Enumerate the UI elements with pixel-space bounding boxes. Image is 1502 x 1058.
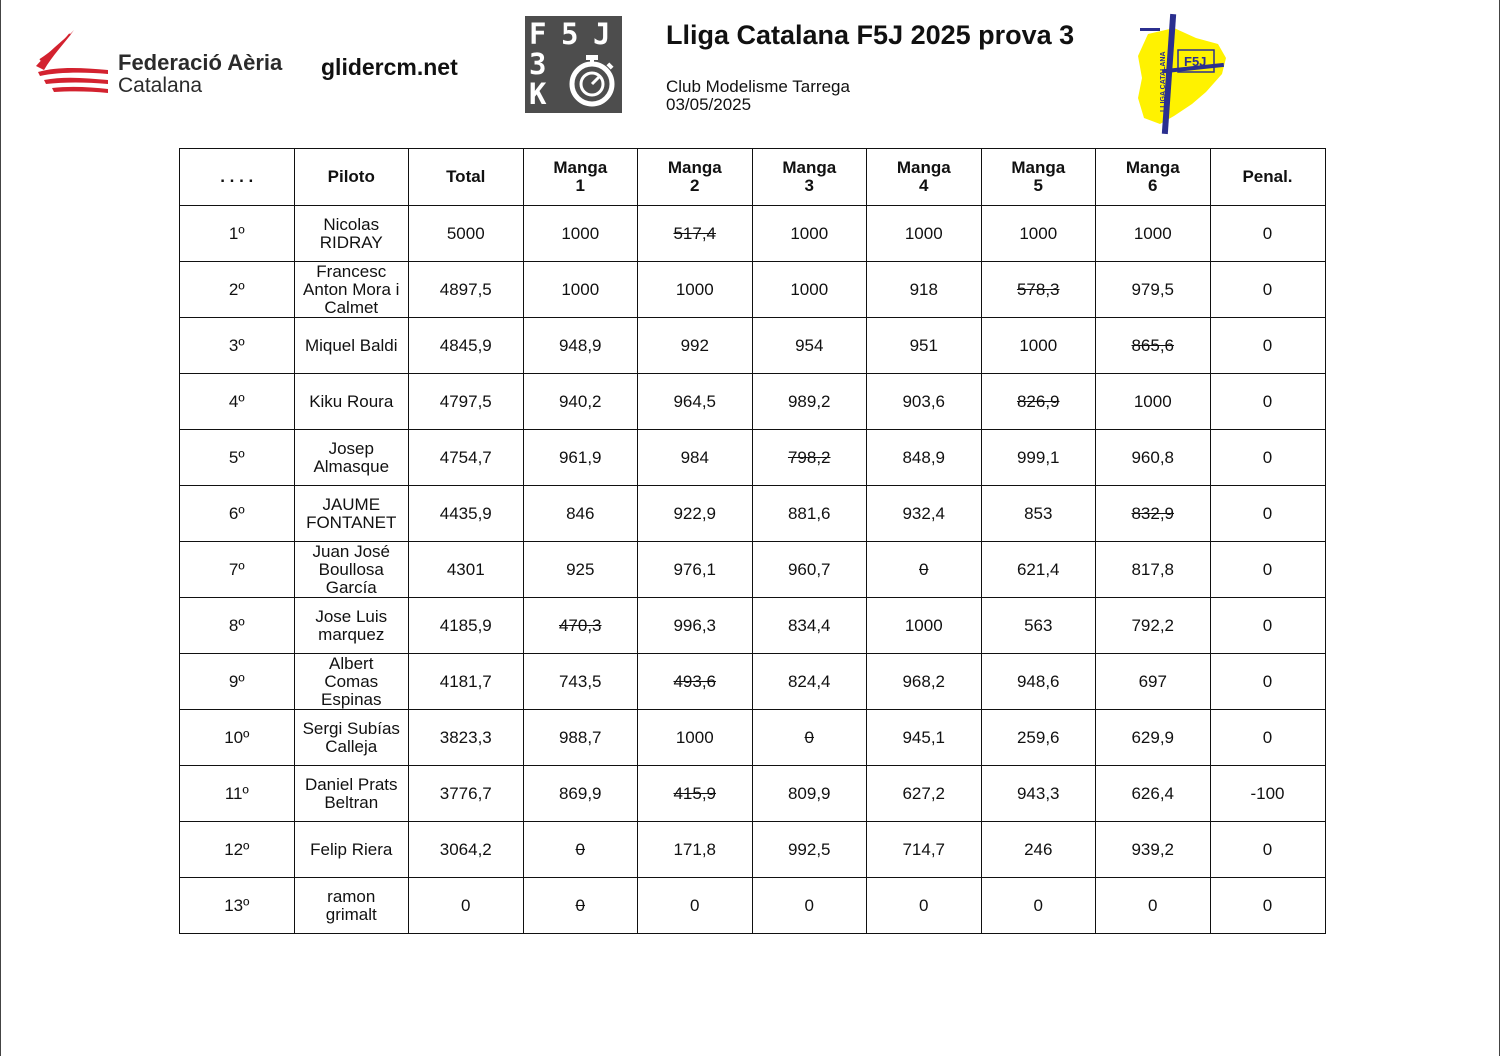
round-score-cell (981, 598, 1096, 654)
round-score-cell (752, 542, 867, 598)
pilot-cell (294, 598, 409, 654)
round-score-cell (981, 206, 1096, 262)
round-score: 939,2 (1131, 839, 1175, 859)
penalty-cell: 0 (1210, 822, 1325, 878)
round-score-cell (752, 486, 867, 542)
round-score: 976,1 (673, 559, 717, 579)
page-title: Lliga Catalana F5J 2025 prova 3 (666, 20, 1075, 50)
round-score: 809,9 (787, 783, 831, 803)
round-score-cell (638, 430, 753, 486)
pilot-name-line: grimalt (325, 904, 377, 924)
total-cell: 0 (409, 878, 524, 934)
event-date: 03/05/2025 (666, 95, 752, 114)
column-header (180, 149, 295, 206)
table-row (180, 318, 1326, 374)
pilot-name-line: Jose Luis (315, 606, 388, 626)
pilot-name-line: García (325, 577, 377, 597)
round-score: 627,2 (902, 783, 946, 803)
round-score: 943,3 (1016, 783, 1060, 803)
discarded-score: 826,9 (1016, 391, 1060, 411)
club-name: Club Modelisme Tarrega (666, 77, 850, 96)
round-score-cell (1096, 710, 1211, 766)
round-score: 1000 (1133, 391, 1172, 411)
round-score: 951 (909, 335, 938, 355)
round-score-cell (523, 206, 638, 262)
round-score-cell (752, 262, 867, 318)
column-header (867, 149, 982, 206)
lliga-catalana-logo (1134, 8, 1230, 138)
round-score-cell (867, 654, 982, 710)
round-score-cell (523, 822, 638, 878)
round-score-cell (638, 822, 753, 878)
round-score-cell (638, 654, 753, 710)
table-body (180, 206, 1326, 934)
round-score-cell (1096, 318, 1211, 374)
round-score: 992 (680, 335, 709, 355)
round-score: 992,5 (787, 839, 831, 859)
round-score-cell (981, 654, 1096, 710)
position-cell: 2º (180, 262, 295, 318)
round-score-cell (867, 486, 982, 542)
round-score: 961,9 (558, 447, 602, 467)
round-score: 792,2 (1131, 615, 1175, 635)
round-score-cell (752, 430, 867, 486)
round-score: 1000 (561, 223, 600, 243)
penalty-cell: 0 (1210, 486, 1325, 542)
table-row (180, 710, 1326, 766)
column-header-number: 5 (1033, 176, 1043, 195)
round-score: 869,9 (558, 783, 602, 803)
round-score: 743,5 (558, 671, 602, 691)
round-score-cell (867, 318, 982, 374)
position-cell: 9º (180, 654, 295, 710)
pilot-cell (294, 318, 409, 374)
penalty-cell: 0 (1210, 430, 1325, 486)
column-header (752, 149, 867, 206)
column-header-number: 2 (690, 176, 700, 195)
round-score-cell (1096, 822, 1211, 878)
round-score: 932,4 (902, 503, 946, 523)
total-cell: 3823,3 (409, 710, 524, 766)
discarded-score: 493,6 (673, 671, 717, 691)
total-cell: 4845,9 (409, 318, 524, 374)
penalty-cell: 0 (1210, 374, 1325, 430)
pilot-name-line: JAUME (322, 494, 381, 514)
round-score-cell (867, 822, 982, 878)
round-score-cell (981, 878, 1096, 934)
round-score-cell (523, 710, 638, 766)
pilot-cell (294, 766, 409, 822)
round-score: 1000 (675, 727, 714, 747)
penalty-cell: 0 (1210, 710, 1325, 766)
round-score-cell (523, 430, 638, 486)
table-row (180, 598, 1326, 654)
position-cell: 13º (180, 878, 295, 934)
pilot-name-line: Nicolas (323, 214, 380, 234)
federation-name-line1: Federació Aèria (118, 50, 283, 75)
pilot-cell (294, 430, 409, 486)
round-score: 629,9 (1131, 727, 1175, 747)
round-score-cell (867, 542, 982, 598)
round-score-cell (523, 262, 638, 318)
round-score-cell (981, 822, 1096, 878)
round-score-cell (638, 710, 753, 766)
round-score-cell (1096, 262, 1211, 318)
column-header-label: Manga (896, 158, 951, 177)
round-score-cell (638, 486, 753, 542)
table-row (180, 206, 1326, 262)
round-score: 824,4 (787, 671, 831, 691)
table-row (180, 822, 1326, 878)
pilot-cell (294, 710, 409, 766)
pilot-cell (294, 878, 409, 934)
column-header-label: Manga (1011, 158, 1066, 177)
round-score: 984 (680, 447, 709, 467)
round-score-cell (638, 766, 753, 822)
total-cell: 4435,9 (409, 486, 524, 542)
position-cell: 12º (180, 822, 295, 878)
round-score-cell (523, 318, 638, 374)
total-cell: 4185,9 (409, 598, 524, 654)
table-row (180, 430, 1326, 486)
pilot-name-line: FONTANET (306, 512, 397, 532)
round-score: 979,5 (1131, 279, 1175, 299)
total-cell: 4301 (409, 542, 524, 598)
column-header (638, 149, 753, 206)
stopwatch-icon (565, 54, 619, 108)
table-row (180, 262, 1326, 318)
table-header-row (180, 149, 1326, 206)
round-score: 853 (1024, 503, 1053, 523)
round-score: 1000 (1133, 223, 1172, 243)
round-score: 0 (804, 895, 814, 915)
column-header-number: 3 (804, 176, 814, 195)
column-header-label: Manga (1125, 158, 1180, 177)
round-score: 621,4 (1016, 559, 1060, 579)
round-score-cell (752, 598, 867, 654)
round-score-cell (638, 542, 753, 598)
pilot-cell (294, 206, 409, 262)
pilot-name-line: Boullosa (318, 559, 384, 579)
pilot-name-line: Anton Mora i (303, 279, 400, 299)
round-score: 918 (909, 279, 938, 299)
round-score-cell (523, 374, 638, 430)
column-header-label: Total (446, 167, 486, 186)
table-row (180, 542, 1326, 598)
pilot-name-line: marquez (318, 624, 385, 644)
round-score-cell (981, 262, 1096, 318)
total-cell: 4797,5 (409, 374, 524, 430)
column-header (294, 149, 409, 206)
catalonia-glider-icon (1134, 8, 1230, 138)
round-score: 697 (1138, 671, 1167, 691)
round-score-cell (638, 878, 753, 934)
discarded-score: 415,9 (673, 783, 717, 803)
round-score-cell (523, 878, 638, 934)
table-row (180, 766, 1326, 822)
round-score: 1000 (561, 279, 600, 299)
round-score: 903,6 (902, 391, 946, 411)
discarded-score: 865,6 (1131, 335, 1175, 355)
penalty-cell: 0 (1210, 318, 1325, 374)
federation-name-line2: Catalana (118, 74, 203, 97)
round-score-cell (867, 374, 982, 430)
pilot-name-line: Espinas (321, 689, 382, 709)
discarded-score: 832,9 (1131, 503, 1175, 523)
round-score-cell (1096, 766, 1211, 822)
pilot-cell (294, 262, 409, 318)
column-header (1210, 149, 1325, 206)
round-score: 1000 (675, 279, 714, 299)
round-score-cell (523, 598, 638, 654)
round-score-cell (1096, 430, 1211, 486)
discarded-score: 470,3 (558, 615, 602, 635)
discarded-score: 517,4 (673, 223, 717, 243)
table-row (180, 878, 1326, 934)
federation-swoosh-icon (34, 26, 114, 98)
round-score: 714,7 (902, 839, 946, 859)
round-score: 626,4 (1131, 783, 1175, 803)
round-score: 945,1 (902, 727, 946, 747)
round-score: 989,2 (787, 391, 831, 411)
position-cell: 11º (180, 766, 295, 822)
pilot-name-line: Francesc (316, 261, 387, 281)
round-score-cell (867, 710, 982, 766)
round-score: 954 (795, 335, 824, 355)
table-row (180, 374, 1326, 430)
penalty-cell: 0 (1210, 654, 1325, 710)
round-score-cell (1096, 374, 1211, 430)
discarded-score: 0 (804, 727, 814, 747)
round-score-cell (981, 486, 1096, 542)
pilot-name-line: Beltran (324, 792, 379, 812)
round-score-cell (752, 654, 867, 710)
round-score-cell (638, 374, 753, 430)
round-score-cell (867, 766, 982, 822)
pilot-name-line: Calmet (324, 297, 379, 317)
pilot-name-line: Miquel Baldi (304, 335, 398, 355)
penalty-cell: 0 (1210, 598, 1325, 654)
column-header-label: Manga (782, 158, 837, 177)
round-score: 1000 (790, 279, 829, 299)
round-score: 968,2 (902, 671, 946, 691)
position-cell: 3º (180, 318, 295, 374)
position-cell: 7º (180, 542, 295, 598)
round-score: 988,7 (558, 727, 602, 747)
round-score-cell (752, 822, 867, 878)
position-cell: 4º (180, 374, 295, 430)
column-header (409, 149, 524, 206)
round-score-cell (1096, 486, 1211, 542)
column-header-number: 1 (575, 176, 585, 195)
discarded-score: 798,2 (787, 447, 831, 467)
round-score: 996,3 (673, 615, 717, 635)
round-score: 259,6 (1016, 727, 1060, 747)
round-score-cell (752, 710, 867, 766)
round-score-cell (867, 598, 982, 654)
penalty-cell: 0 (1210, 262, 1325, 318)
discarded-score: 0 (919, 559, 929, 579)
penalty-cell: 0 (1210, 206, 1325, 262)
pilot-name-line: ramon (327, 886, 376, 906)
discarded-score: 0 (575, 895, 585, 915)
pilot-name-line: Sergi Subías (302, 718, 400, 738)
round-score: 817,8 (1131, 559, 1175, 579)
column-header-label: Penal. (1242, 167, 1293, 186)
total-cell: 3064,2 (409, 822, 524, 878)
round-score-cell (1096, 542, 1211, 598)
round-score: 0 (690, 895, 700, 915)
logo-letter-3: 3 (529, 47, 547, 81)
round-score: 1000 (1019, 335, 1058, 355)
lliga-logo-text: F5J (1184, 54, 1207, 69)
round-score: 834,4 (787, 615, 831, 635)
round-score: 940,2 (558, 391, 602, 411)
round-score: 999,1 (1016, 447, 1060, 467)
column-header-label: . . . . (220, 167, 254, 186)
logo-letter-5: 5 (561, 17, 579, 51)
pilot-name-line: Josep (328, 438, 374, 458)
round-score: 0 (1148, 895, 1158, 915)
penalty-cell: 0 (1210, 542, 1325, 598)
round-score: 960,8 (1131, 447, 1175, 467)
round-score-cell (1096, 206, 1211, 262)
round-score: 171,8 (673, 839, 717, 859)
round-score-cell (638, 262, 753, 318)
pilot-name-line: Felip Riera (310, 839, 393, 859)
table-row (180, 654, 1326, 710)
total-cell: 4181,7 (409, 654, 524, 710)
pilot-name-line: Calleja (325, 736, 378, 756)
position-cell: 5º (180, 430, 295, 486)
logo-letter-k: K (529, 77, 547, 111)
pilot-cell (294, 822, 409, 878)
penalty-cell: -100 (1210, 766, 1325, 822)
lliga-logo-side-text: LLIGA CATALANA (1160, 51, 1167, 112)
column-header-label: Manga (553, 158, 608, 177)
f5j-f3k-logo (525, 16, 622, 113)
round-score: 1000 (904, 615, 943, 635)
round-score-cell (867, 262, 982, 318)
column-header-label: Manga (667, 158, 722, 177)
round-score-cell (752, 206, 867, 262)
round-score: 925 (566, 559, 595, 579)
round-score-cell (752, 878, 867, 934)
position-cell: 8º (180, 598, 295, 654)
round-score-cell (981, 374, 1096, 430)
round-score-cell (638, 318, 753, 374)
column-header (523, 149, 638, 206)
round-score: 848,9 (902, 447, 946, 467)
position-cell: 1º (180, 206, 295, 262)
round-score: 948,6 (1016, 671, 1060, 691)
round-score: 960,7 (787, 559, 831, 579)
total-cell: 5000 (409, 206, 524, 262)
pilot-cell (294, 374, 409, 430)
penalty-cell: 0 (1210, 878, 1325, 934)
round-score-cell (981, 710, 1096, 766)
round-score: 964,5 (673, 391, 717, 411)
pilot-name-line: Almasque (313, 456, 390, 476)
discarded-score: 578,3 (1016, 279, 1060, 299)
round-score: 1000 (790, 223, 829, 243)
total-cell: 4754,7 (409, 430, 524, 486)
round-score-cell (752, 318, 867, 374)
round-score: 1000 (1019, 223, 1058, 243)
position-cell: 10º (180, 710, 295, 766)
total-cell: 3776,7 (409, 766, 524, 822)
column-header-label: Piloto (327, 167, 375, 186)
column-header (981, 149, 1096, 206)
round-score: 881,6 (787, 503, 831, 523)
logo-letter-f: F (529, 17, 547, 51)
column-header-number: 6 (1148, 176, 1158, 195)
round-score: 1000 (904, 223, 943, 243)
round-score: 922,9 (673, 503, 717, 523)
pilot-cell (294, 486, 409, 542)
pilot-cell (294, 654, 409, 710)
round-score: 563 (1024, 615, 1053, 635)
pilot-name-line: Comas (324, 671, 379, 691)
round-score-cell (523, 486, 638, 542)
federation-logo (34, 26, 284, 98)
round-score-cell (638, 598, 753, 654)
round-score-cell (1096, 654, 1211, 710)
round-score: 246 (1024, 839, 1053, 859)
position-cell: 6º (180, 486, 295, 542)
round-score-cell (981, 542, 1096, 598)
table-row (180, 486, 1326, 542)
round-score: 0 (919, 895, 929, 915)
pilot-name-line: Daniel Prats (304, 774, 398, 794)
round-score-cell (867, 878, 982, 934)
pilot-cell (294, 542, 409, 598)
round-score-cell (867, 430, 982, 486)
round-score-cell (638, 206, 753, 262)
pilot-name-line: Juan José (312, 541, 390, 561)
round-score: 948,9 (558, 335, 602, 355)
total-cell: 4897,5 (409, 262, 524, 318)
round-score-cell (523, 654, 638, 710)
pilot-name-line: Albert (329, 653, 374, 673)
discarded-score: 0 (575, 839, 585, 859)
round-score-cell (981, 318, 1096, 374)
results-table (179, 148, 1326, 934)
round-score: 0 (1033, 895, 1043, 915)
round-score: 846 (566, 503, 595, 523)
website-label: glidercm.net (321, 54, 458, 80)
logo-letter-j: J (593, 17, 611, 51)
column-header-number: 4 (919, 176, 929, 195)
round-score-cell (1096, 878, 1211, 934)
round-score-cell (752, 766, 867, 822)
round-score-cell (867, 206, 982, 262)
round-score-cell (981, 766, 1096, 822)
round-score-cell (752, 374, 867, 430)
round-score-cell (523, 766, 638, 822)
round-score-cell (523, 542, 638, 598)
pilot-name-line: RIDRAY (319, 232, 383, 252)
column-header (1096, 149, 1211, 206)
round-score-cell (981, 430, 1096, 486)
round-score-cell (1096, 598, 1211, 654)
pilot-name-line: Kiku Roura (309, 391, 394, 411)
